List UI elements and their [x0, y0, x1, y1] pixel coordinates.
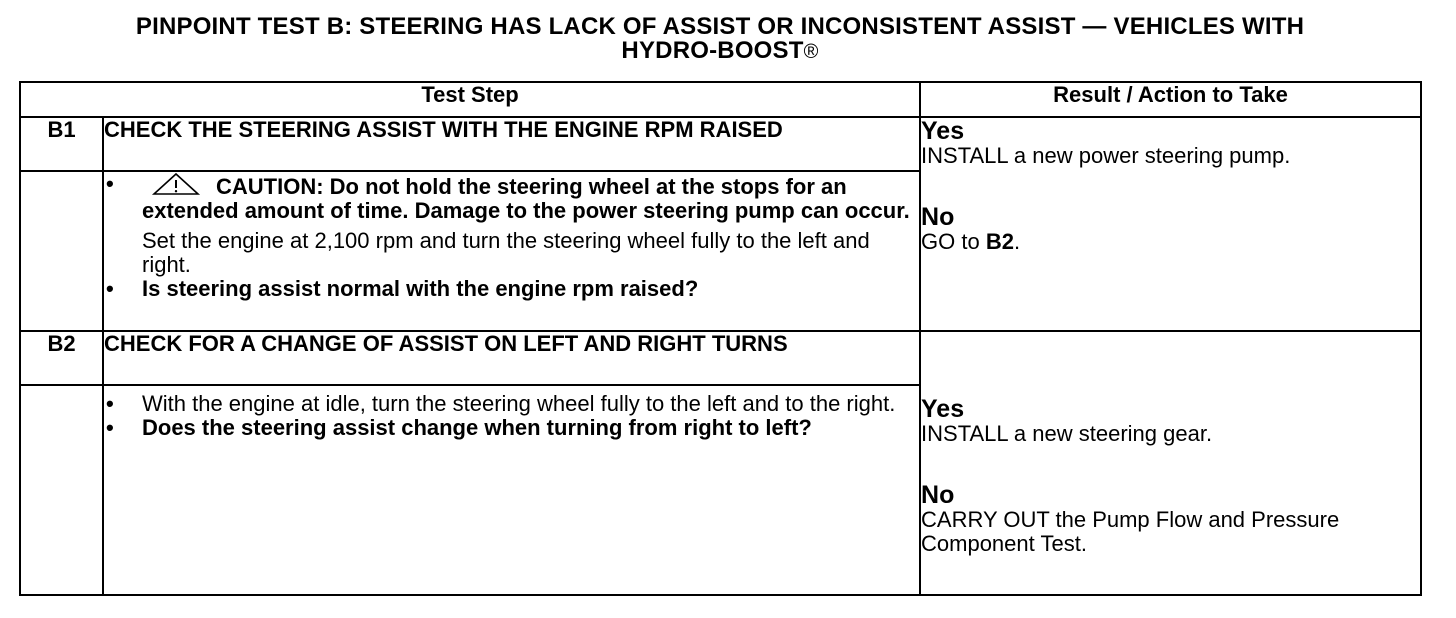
question-item — [104, 416, 919, 440]
step-b1-title-row — [20, 117, 1421, 171]
bullet: • — [106, 171, 114, 196]
bullet: • — [106, 276, 114, 301]
step-body-b2 — [103, 385, 920, 595]
step-b2-title-row — [20, 331, 1421, 385]
caution-item — [104, 172, 919, 223]
result-no-action-suffix: . — [1013, 229, 1021, 254]
title-line-2-text: HYDRO-BOOST — [621, 37, 804, 64]
result-no-action — [921, 230, 1420, 254]
pinpoint-test-table — [19, 81, 1422, 596]
result-no-label: No — [921, 480, 955, 509]
title-line-2 — [20, 39, 1420, 64]
step-title-b2: CHECK FOR A CHANGE OF ASSIST ON LEFT AND RIGHT TURNS — [103, 331, 920, 385]
instruction-item — [104, 392, 919, 416]
caution-text: CAUTION: Do not hold the steering wheel at the stops for an extended amount of time. Damage to the power steering pump can occur. — [142, 174, 910, 223]
step-id-b1: B1 — [20, 117, 103, 171]
result-no-action: CARRY OUT the Pump Flow and Pressure Component Test. — [921, 506, 1340, 556]
result-yes-action: INSTALL a new power steering pump. — [921, 143, 1291, 168]
result-no-b2 — [921, 482, 1420, 556]
step-id-blank — [20, 385, 103, 595]
result-yes-b2 — [921, 396, 1420, 446]
result-no-step-link: B2 — [985, 229, 1014, 254]
result-yes-b1 — [921, 118, 1420, 168]
registered-mark: ® — [803, 41, 819, 63]
result-cell-b1 — [920, 117, 1421, 331]
result-cell-b2 — [920, 331, 1421, 595]
step-title-b1: CHECK THE STEERING ASSIST WITH THE ENGINE RPM RAISED — [103, 117, 920, 171]
instruction-text: With the engine at idle, turn the steering wheel fully to the left and to the right. — [142, 390, 896, 416]
title-line-1: PINPOINT TEST B: STEERING HAS LACK OF ASSIST OR INCONSISTENT ASSIST — VEHICLES WITH — [135, 13, 1305, 40]
result-yes-label: Yes — [921, 117, 965, 145]
bullet: • — [106, 390, 114, 416]
table-header-row — [20, 82, 1421, 117]
question-text: Is steering assist normal with the engine rpm raised? — [142, 276, 699, 301]
step-id-blank — [20, 171, 103, 331]
question-item — [104, 277, 919, 301]
result-no-b1 — [921, 204, 1420, 254]
step-id-b2: B2 — [20, 331, 103, 385]
page-title — [20, 15, 1420, 64]
warning-triangle-icon — [150, 172, 202, 196]
result-yes-label: Yes — [921, 394, 965, 423]
bullet: • — [106, 414, 114, 440]
result-yes-action: INSTALL a new steering gear. — [921, 420, 1213, 446]
instruction-text: Set the engine at 2,100 rpm and turn the steering wheel fully to the left and right. — [142, 228, 870, 277]
question-text: Does the steering assist change when turning from right to left? — [142, 414, 812, 440]
step-body-b1 — [103, 171, 920, 331]
result-no-label: No — [921, 203, 955, 231]
header-result: Result / Action to Take — [920, 82, 1421, 117]
header-test-step: Test Step — [20, 82, 920, 117]
result-no-action-prefix: GO to — [921, 229, 986, 254]
